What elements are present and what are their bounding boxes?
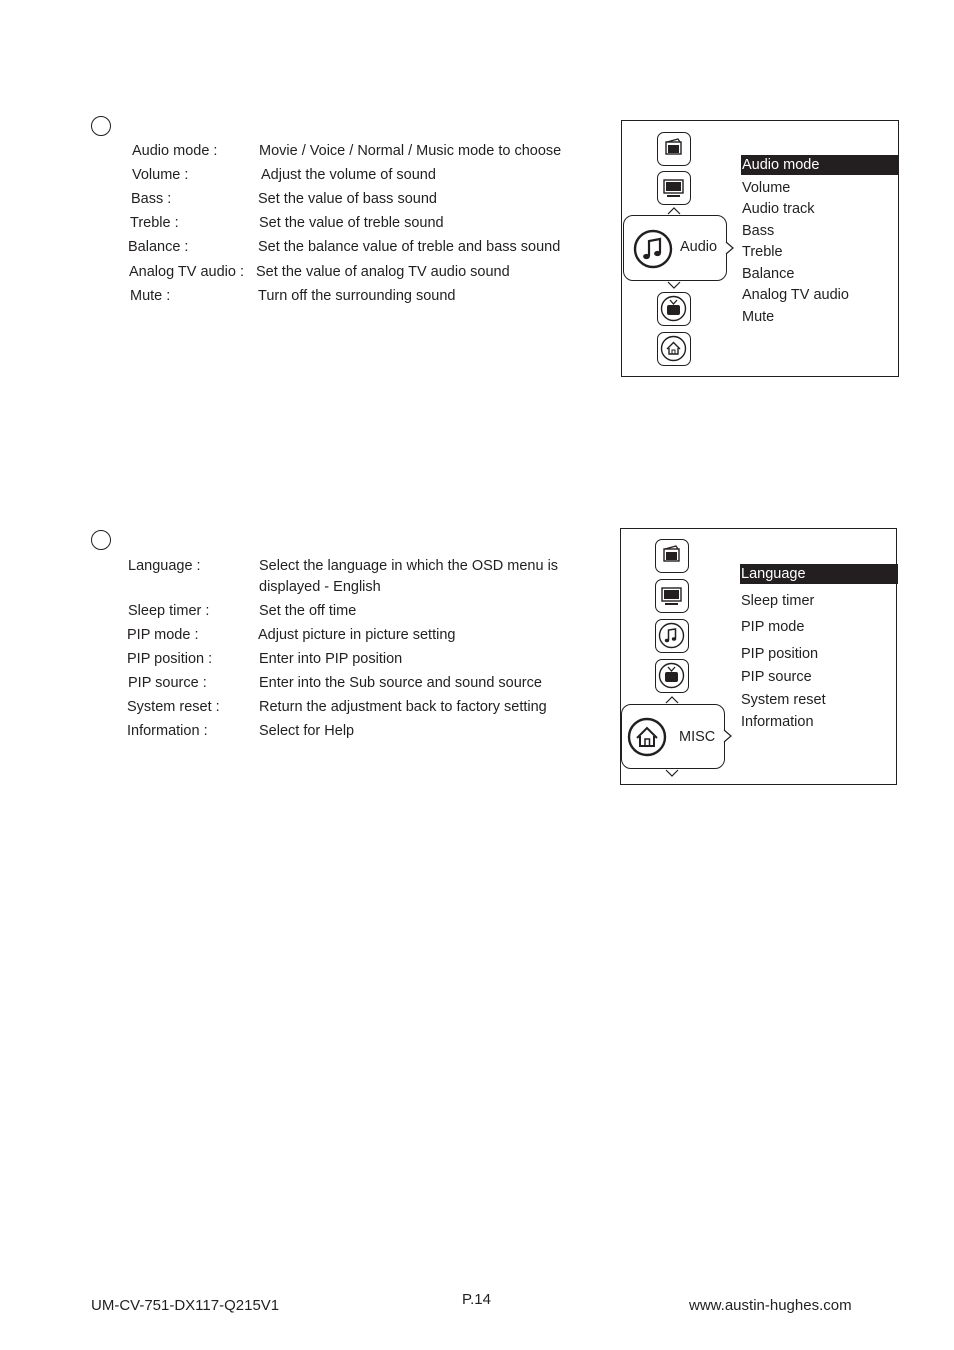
desc-definition: Set the balance value of treble and bass sound: [258, 239, 561, 255]
desc-term: Volume :: [132, 167, 189, 183]
scroll-up-icon[interactable]: [667, 207, 681, 215]
desc-definition: Return the adjustment back to factory setting: [259, 699, 547, 715]
desc-definition: Set the off time: [259, 603, 357, 619]
active-tab-misc[interactable]: [621, 704, 725, 769]
desc-definition: Enter into the Sub source and sound source: [259, 675, 542, 691]
menu-item-pip-position[interactable]: PIP position: [741, 646, 819, 662]
desc-term: Treble :: [130, 215, 179, 231]
desc-term: PIP mode :: [127, 627, 199, 643]
osd-misc-menu: [620, 528, 897, 785]
chevron-right-icon[interactable]: [725, 241, 734, 255]
desc-term: PIP source :: [128, 675, 207, 691]
tv-icon[interactable]: [655, 659, 689, 693]
desc-term: Analog TV audio :: [129, 264, 245, 280]
menu-item-language[interactable]: Language: [740, 564, 898, 584]
tv-icon[interactable]: [657, 292, 691, 326]
scroll-down-icon[interactable]: [667, 281, 681, 289]
menu-item-audio-track[interactable]: Audio track: [742, 201, 815, 217]
desc-term: System reset :: [127, 699, 220, 715]
monitor-icon[interactable]: [655, 579, 689, 613]
desc-definition: Adjust the volume of sound: [261, 167, 436, 183]
home-icon: [627, 717, 667, 757]
section-bullet-audio: [91, 116, 111, 136]
menu-item-mute[interactable]: Mute: [742, 309, 775, 325]
menu-item-balance[interactable]: Balance: [742, 266, 795, 282]
music-note-icon: [633, 229, 673, 269]
active-tab-audio[interactable]: [623, 215, 727, 281]
footer-website: www.austin-hughes.com: [689, 1297, 852, 1314]
scroll-down-icon[interactable]: [665, 769, 679, 777]
desc-definition: Set the value of bass sound: [258, 191, 437, 207]
menu-item-system-reset[interactable]: System reset: [741, 692, 826, 708]
desc-term: Sleep timer :: [128, 603, 210, 619]
desc-definition: Set the value of analog TV audio sound: [256, 264, 510, 280]
menu-item-audio-mode[interactable]: Audio mode: [741, 155, 899, 175]
desc-definition: Enter into PIP position: [259, 651, 403, 667]
monitor-icon[interactable]: [657, 171, 691, 205]
desc-definition: Select for Help: [259, 723, 355, 739]
desc-term: Language :: [128, 558, 201, 574]
footer-page-number: P.14: [462, 1291, 491, 1308]
picture-icon[interactable]: [657, 132, 691, 166]
menu-item-pip-source[interactable]: PIP source: [741, 669, 812, 685]
home-icon[interactable]: [657, 332, 691, 366]
menu-item-information[interactable]: Information: [741, 714, 814, 730]
active-tab-label: MISC: [679, 729, 716, 745]
menu-item-volume[interactable]: Volume: [742, 180, 791, 196]
menu-item-pip-mode[interactable]: PIP mode: [741, 619, 805, 635]
desc-term: PIP position :: [127, 651, 213, 667]
desc-definition: Adjust picture in picture setting: [258, 627, 456, 643]
menu-item-treble[interactable]: Treble: [742, 244, 783, 260]
menu-item-bass[interactable]: Bass: [742, 223, 775, 239]
desc-term: Balance :: [128, 239, 189, 255]
menu-item-analog-tv-audio[interactable]: Analog TV audio: [742, 287, 849, 303]
footer-doc-code: UM-CV-751-DX117-Q215V1: [91, 1297, 280, 1314]
desc-definition: Set the value of treble sound: [259, 215, 444, 231]
section-bullet-misc: [91, 530, 111, 550]
chevron-right-icon[interactable]: [723, 729, 732, 743]
desc-term: Mute :: [130, 288, 171, 304]
desc-term: Audio mode :: [132, 143, 218, 159]
active-tab-label: Audio: [680, 239, 718, 255]
desc-term: Bass :: [131, 191, 172, 207]
scroll-up-icon[interactable]: [665, 696, 679, 704]
picture-icon[interactable]: [655, 539, 689, 573]
menu-item-sleep-timer[interactable]: Sleep timer: [741, 593, 815, 609]
music-note-icon[interactable]: [655, 619, 689, 653]
desc-term: Information :: [127, 723, 208, 739]
osd-audio-menu: [621, 120, 899, 377]
desc-definition: Movie / Voice / Normal / Music mode to choose: [259, 143, 562, 159]
desc-definition: Select the language in which the OSD menu is displayed - English: [259, 558, 559, 595]
desc-definition: Turn off the surrounding sound: [258, 288, 456, 304]
